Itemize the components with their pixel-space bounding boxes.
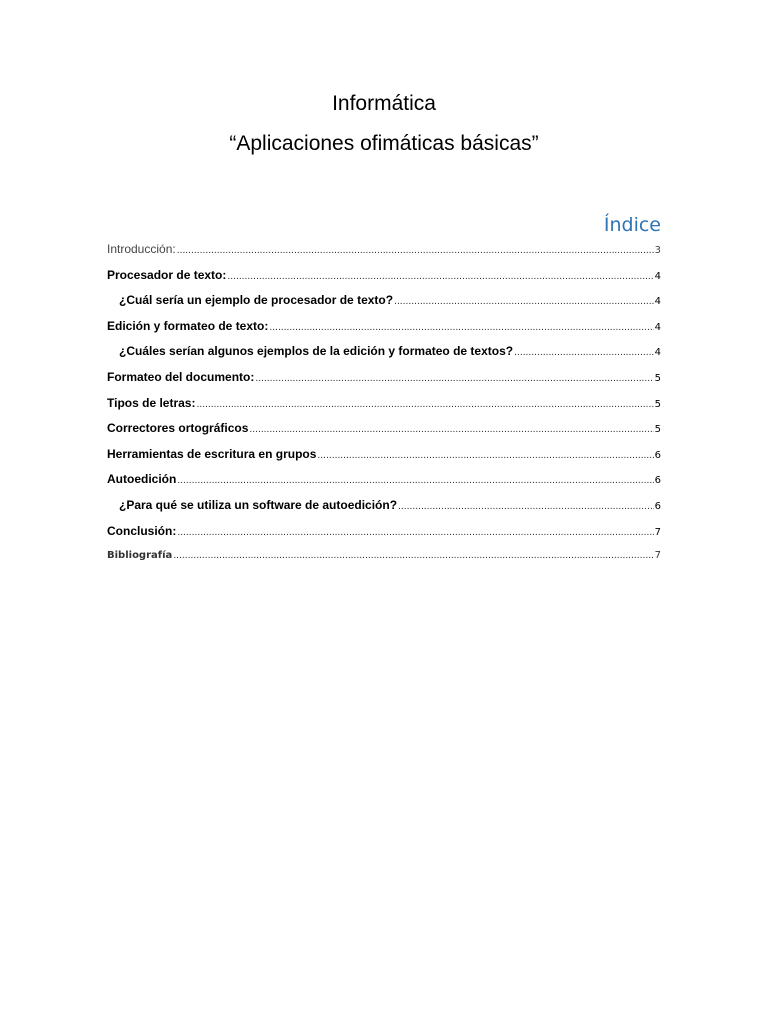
toc-entry-text: Edición y formateo de texto: bbox=[107, 318, 269, 333]
toc-list bbox=[107, 240, 661, 573]
toc-entry-text: Correctores ortográficos bbox=[107, 421, 249, 436]
toc-page-number: 6 bbox=[654, 449, 661, 461]
toc-entry-bibliografia[interactable] bbox=[107, 547, 661, 573]
toc-page-number: 5 bbox=[654, 372, 661, 384]
toc-entry-edicion[interactable] bbox=[107, 317, 661, 343]
toc-entry-ejemplo-procesador[interactable] bbox=[107, 291, 661, 317]
toc-leader-dots bbox=[196, 394, 653, 414]
toc-entry-herramientas[interactable] bbox=[107, 445, 661, 471]
toc-page-number: 4 bbox=[654, 321, 661, 333]
toc-leader-dots bbox=[514, 342, 654, 362]
toc-page-number: 3 bbox=[654, 245, 661, 256]
toc-entry-introduccion[interactable] bbox=[107, 240, 661, 266]
toc-entry-text: Formateo del documento: bbox=[107, 369, 255, 384]
toc-leader-dots bbox=[269, 317, 653, 337]
toc-entry-correctores[interactable] bbox=[107, 419, 661, 445]
toc-leader-dots bbox=[173, 547, 653, 565]
document-subject: Informática bbox=[332, 92, 436, 115]
toc-entry-para-que-autoedicion[interactable] bbox=[107, 496, 661, 522]
toc-leader-dots bbox=[177, 522, 653, 542]
toc-entry-text: ¿Cuáles serían algunos ejemplos de la edición y formateo de textos? bbox=[119, 344, 514, 359]
toc-entry-text: Introducción: bbox=[107, 242, 176, 256]
toc-leader-dots bbox=[177, 240, 654, 260]
toc-entry-conclusion[interactable] bbox=[107, 522, 661, 548]
toc-entry-text: Procesador de texto: bbox=[107, 267, 227, 282]
toc-entry-text: Bibliografía bbox=[107, 550, 173, 562]
toc-entry-text: Tipos de letras: bbox=[107, 395, 196, 410]
toc-page-number: 7 bbox=[654, 550, 661, 562]
toc-entry-procesador[interactable] bbox=[107, 266, 661, 292]
toc-page-number: 4 bbox=[654, 270, 661, 282]
toc-leader-dots bbox=[255, 368, 653, 388]
table-of-contents bbox=[107, 210, 661, 573]
toc-leader-dots bbox=[398, 496, 654, 516]
toc-page-number: 7 bbox=[654, 526, 661, 538]
toc-entry-autoedicion[interactable] bbox=[107, 470, 661, 496]
toc-heading: Índice bbox=[603, 214, 661, 236]
toc-entry-text: ¿Cuál sería un ejemplo de procesador de texto? bbox=[119, 293, 394, 308]
toc-entry-text: ¿Para qué se utiliza un software de autoedición? bbox=[119, 497, 398, 512]
title-block bbox=[0, 88, 768, 160]
toc-entry-formateo-documento[interactable] bbox=[107, 368, 661, 394]
toc-page-number: 5 bbox=[654, 398, 661, 410]
document-title: “Aplicaciones ofimáticas básicas” bbox=[229, 132, 539, 155]
toc-entry-text: Herramientas de escritura en grupos bbox=[107, 446, 317, 461]
toc-page-number: 6 bbox=[654, 500, 661, 512]
toc-leader-dots bbox=[394, 291, 654, 311]
toc-entry-text: Conclusión: bbox=[107, 523, 177, 538]
toc-page-number: 5 bbox=[654, 424, 661, 436]
toc-entry-ejemplos-edicion[interactable] bbox=[107, 342, 661, 368]
toc-page-number: 6 bbox=[654, 475, 661, 487]
toc-leader-dots bbox=[317, 445, 653, 465]
toc-leader-dots bbox=[177, 470, 653, 490]
toc-leader-dots bbox=[249, 419, 653, 439]
toc-entry-text: Autoedición bbox=[107, 472, 177, 487]
toc-entry-tipos-letras[interactable] bbox=[107, 394, 661, 420]
toc-page-number: 4 bbox=[654, 296, 661, 308]
toc-leader-dots bbox=[227, 266, 653, 286]
toc-page-number: 4 bbox=[654, 347, 661, 359]
